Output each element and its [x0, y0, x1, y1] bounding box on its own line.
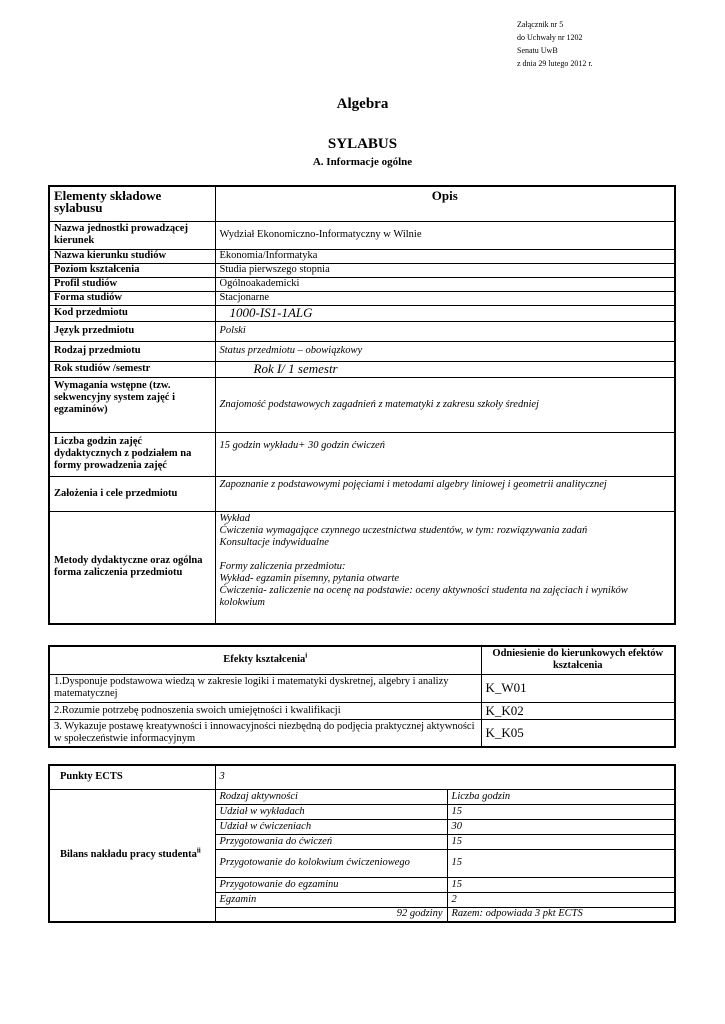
attachment-note — [517, 18, 593, 70]
ects-label: Punkty ECTS — [49, 765, 215, 789]
table-row — [49, 361, 675, 377]
outcome-code: K_W01 — [481, 674, 675, 702]
row-label: Kod przedmiotu — [49, 305, 215, 321]
activity: Przygotowanie do egzaminu — [215, 877, 447, 892]
methods-line: Wykład- egzamin pisemny, pytania otwarte — [219, 572, 400, 584]
row-label: Nazwa jednostki prowadzącej kierunek — [49, 221, 215, 249]
row-value: Status przedmiotu – obowiązkowy — [215, 341, 675, 361]
attachment-note-line: Senatu UwB — [517, 46, 558, 55]
hours: 15 — [447, 804, 675, 819]
table-row — [49, 341, 675, 361]
header-reference: Odniesienie do kierunkowych efektów kształcenia — [481, 646, 675, 674]
outcome-code: K_K02 — [481, 702, 675, 719]
hours: 15 — [447, 877, 675, 892]
activity: Egzamin — [215, 892, 447, 907]
table-header-row — [49, 186, 675, 221]
table-row — [49, 321, 675, 341]
activity: Przygotowania do ćwiczeń — [215, 834, 447, 849]
table-row — [49, 249, 675, 263]
ects-table — [48, 764, 676, 923]
section-heading: A. Informacje ogólne — [312, 156, 413, 168]
table-row — [49, 291, 675, 305]
table-row — [49, 377, 675, 432]
header-outcomes — [49, 646, 481, 674]
methods-cell — [215, 511, 675, 624]
row-label: Profil studiów — [49, 277, 215, 291]
table-row — [49, 221, 675, 249]
row-label: Poziom kształcenia — [49, 263, 215, 277]
activity: Udział w wykładach — [215, 804, 447, 819]
row-label: Rok studiów /semestr — [49, 361, 215, 377]
row-label: Założenia i cele przedmiotu — [49, 476, 215, 511]
row-label: Wymagania wstępne (tzw. sekwencyjny system zajęć i egzaminów) — [49, 377, 215, 432]
row-label: Rodzaj przedmiotu — [49, 341, 215, 361]
row-label: Forma studiów — [49, 291, 215, 305]
table-row — [49, 277, 675, 291]
hours: 15 — [447, 834, 675, 849]
hours: 2 — [447, 892, 675, 907]
hours: 15 — [447, 849, 675, 877]
row-value: Ogólnoakademicki — [215, 277, 675, 291]
ects-value: 3 — [215, 765, 675, 789]
course-code: 1000-IS1-1ALG — [215, 305, 675, 321]
table-row — [49, 702, 675, 719]
activity: Udział w ćwiczeniach — [215, 819, 447, 834]
outcome-text: 1.Dysponuje podstawowa wiedzą w zakresie logiki i matematyki dyskretnej, algebry i analizy matematycznej — [49, 674, 481, 702]
total-hours: 92 godziny — [215, 907, 447, 922]
row-value: Ekonomia/Informatyka — [215, 249, 675, 263]
table-row — [49, 719, 675, 747]
table-row — [49, 511, 675, 624]
col-hours-header: Liczba godzin — [447, 789, 675, 804]
row-value: Stacjonarne — [215, 291, 675, 305]
row-label: Metody dydaktyczne oraz ogólna forma zaliczenia przedmiotu — [49, 511, 215, 624]
row-value: Studia pierwszego stopnia — [215, 263, 675, 277]
row-label: Język przedmiotu — [49, 321, 215, 341]
activity: Przygotowanie do kolokwium ćwiczeniowego — [215, 849, 447, 877]
methods-line: Konsultacje indywidualne — [219, 536, 329, 548]
total-note: Razem: odpowiada 3 pkt ECTS — [447, 907, 675, 922]
row-value: Polski — [215, 321, 675, 341]
methods-line: Ćwiczenia- zaliczenie na ocenę na podstawie: oceny aktywności studenta na zajęciach i wyników kolokwium — [219, 584, 628, 608]
col-activity-header: Rodzaj aktywności — [215, 789, 447, 804]
table-header-row — [49, 646, 675, 674]
methods-line: Formy zaliczenia przedmiotu: — [219, 560, 346, 572]
ects-row — [49, 765, 675, 789]
table-row — [49, 432, 675, 476]
hours: 30 — [447, 819, 675, 834]
methods-line: Wykład — [219, 512, 251, 524]
row-value: Rok I/ 1 semestr — [215, 361, 675, 377]
general-info-table — [48, 185, 676, 625]
balance-label-cell — [49, 789, 215, 922]
attachment-note-line: do Uchwały nr 1202 — [517, 33, 583, 42]
balance-label: Bilans nakładu pracy studenta — [60, 849, 197, 861]
row-value: Zapoznanie z podstawowymi pojęciami i metodami algebry liniowej i geometrii analitycznej — [215, 476, 675, 511]
course-title: Algebra — [336, 96, 389, 112]
outcome-text: 2.Rozumie potrzebę podnoszenia swoich umiejętności i kwalifikacji — [49, 702, 481, 719]
row-label: Nazwa kierunku studiów — [49, 249, 215, 263]
methods-line: Ćwiczenia wymagające czynnego uczestnictwa studentów, w tym: rozwiązywania zadań — [219, 524, 588, 536]
attachment-note-line: Załącznik nr 5 — [517, 20, 564, 29]
header-outcomes-label: Efekty kształcenia — [223, 654, 306, 666]
methods-spacer — [220, 549, 671, 561]
footnote-marker: ii — [196, 846, 201, 855]
outcome-text: 3. Wykazuje postawę kreatywności i innowacyjności niezbędną do podjęcia praktycznej aktywności w społeczeństwie informacyjnym — [49, 719, 481, 747]
attachment-note-line: z dnia 29 lutego 2012 r. — [517, 59, 593, 68]
row-value: Znajomość podstawowych zagadnień z matematyki z zakresu szkoły średniej — [215, 377, 675, 432]
learning-outcomes-table — [48, 645, 676, 748]
table-row — [49, 476, 675, 511]
outcome-code: K_K05 — [481, 719, 675, 747]
syllabus-heading: SYLABUS — [327, 136, 398, 152]
table-row — [49, 674, 675, 702]
table-row — [49, 263, 675, 277]
table-row — [49, 305, 675, 321]
header-description: Opis — [215, 186, 675, 221]
header-elements: Elementy składowe sylabusu — [49, 186, 215, 221]
row-value: 15 godzin wykładu+ 30 godzin ćwiczeń — [215, 432, 675, 476]
row-label: Liczba godzin zajęć dydaktycznych z podziałem na formy prowadzenia zajęć — [49, 432, 215, 476]
footnote-marker: i — [305, 651, 308, 660]
row-value: Wydział Ekonomiczno-Informatyczny w Wilnie — [215, 221, 675, 249]
table-row — [49, 789, 675, 804]
